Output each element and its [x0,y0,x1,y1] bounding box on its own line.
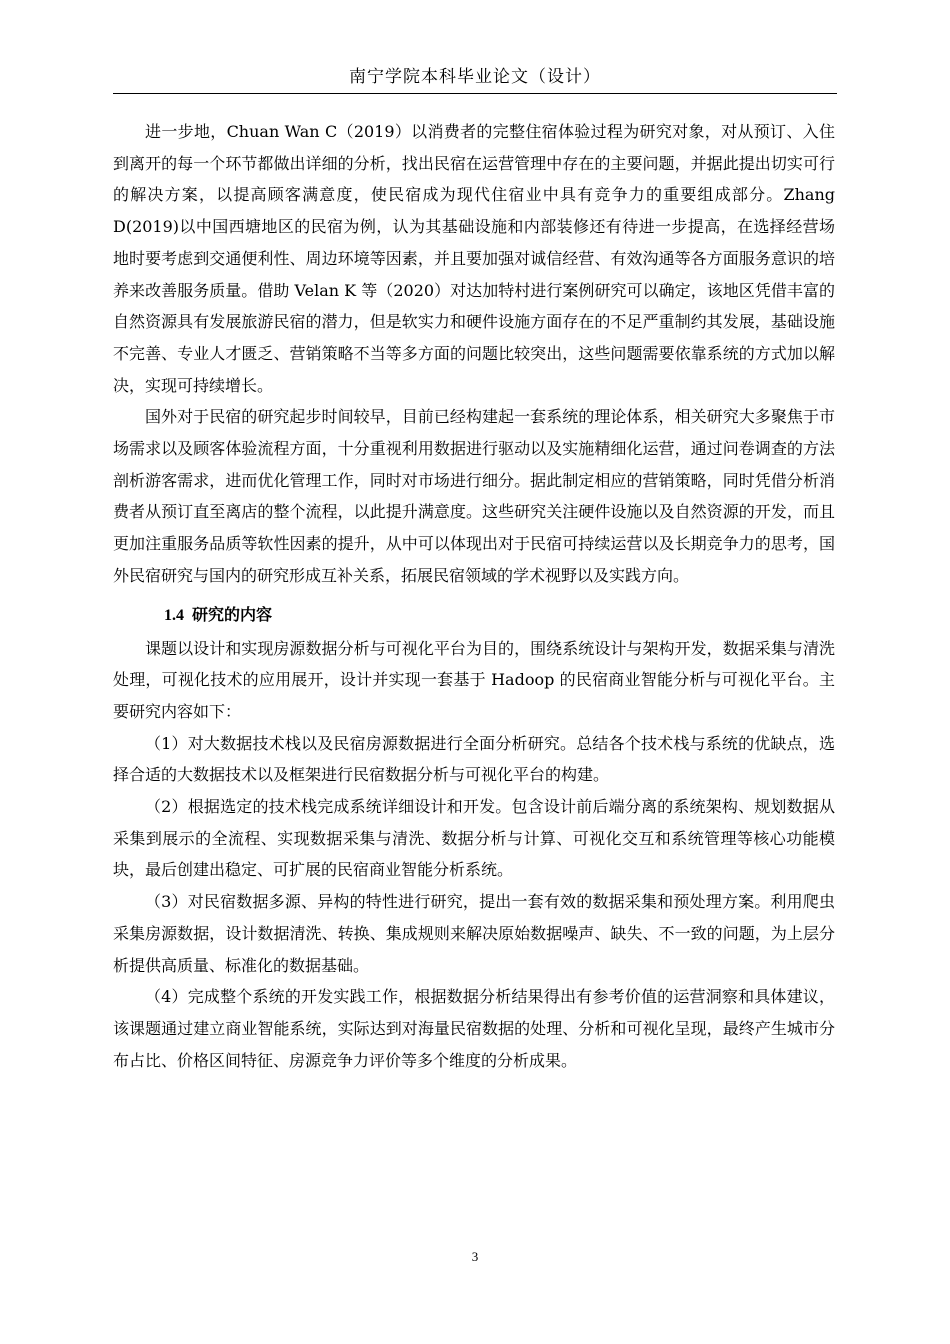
section-title: 研究的内容 [192,604,273,624]
section-number: 1.4 [164,606,184,624]
list-item: （1）对大数据技术栈以及民宿房源数据进行全面分析研究。总结各个技术栈与系统的优缺点，选择合适的大数据技术以及框架进行民宿数据分析与可视化平台的构建。 [113,733,835,785]
header-divider [113,93,837,94]
page-number: 3 [471,1249,479,1264]
document-body [113,116,835,1076]
paragraph: 进一步地，Chuan Wan C（2019）以消费者的完整住宿体验过程为研究对象，对从预订、入住到离开的每一个环节都做出详细的分析，找出民宿在运营管理中存在的主要问题，并据此提出切实可行的解决方案，以提高顾客满意度，使民宿成为现代住宿业中具有竞争力的重要组成部分。Zhang D(2019)以中国西塘地区的民宿为例，认为其基础设施和内部装修还有待进一步提高，在选择经营场地时要考虑到交通便利性、周边环境等因素，并且要加强对诚信经营、有效沟通等各方面服务意识的培养来改善服务质量。借助 Velan K 等（2020）对达加特村进行案例研究可以确定，该地区凭借丰富的自然资源具有发展旅游民宿的潜力，但是软实力和硬件设施方面存在的不足严重制约其发展，基础设施不完善、专业人才匮乏、营销策略不当等多方面的问题比较突出，这些问题需要依靠系统的方式加以解决，实现可持续增长。 [113,122,835,395]
paragraph: 国外对于民宿的研究起步时间较早，目前已经构建起一套系统的理论体系，相关研究大多聚焦于市场需求以及顾客体验流程方面，十分重视利用数据进行驱动以及实施精细化运营，通过问卷调查的方法剖析游客需求，进而优化管理工作，同时对市场进行细分。据此制定相应的营销策略，同时凭借分析消费者从预订直至离店的整个流程，以此提升满意度。这些研究关注硬件设施以及自然资源的开发，而且更加注重服务品质等软性因素的提升，从中可以体现出对于民宿可持续运营以及长期竞争力的思考，国外民宿研究与国内的研究形成互补关系，拓展民宿领域的学术视野以及实践方向。 [113,407,835,585]
page-header [113,64,837,90]
paragraph: 课题以设计和实现房源数据分析与可视化平台为目的，围绕系统设计与架构开发，数据采集与清洗处理，可视化技术的应用展开，设计并实现一套基于 Hadoop 的民宿商业智能分析与可视化平台。主要研究内容如下： [113,638,835,721]
list-item: （4）完成整个系统的开发实践工作，根据数据分析结果得出有参考价值的运营洞察和具体建议，该课题通过建立商业智能系统，实际达到对海量民宿数据的处理、分析和可视化呈现，最终产生城市分布占比、价格区间特征、房源竞争力评价等多个维度的分析成果。 [113,987,835,1070]
list-item: （3）对民宿数据多源、异构的特性进行研究，提出一套有效的数据采集和预处理方案。利用爬虫采集房源数据，设计数据清洗、转换、集成规则来解决原始数据噪声、缺失、不一致的问题，为上层分析提供高质量、标准化的数据基础。 [113,892,835,975]
list-item: （2）根据选定的技术栈完成系统详细设计和开发。包含设计前后端分离的系统架构、规划数据从采集到展示的全流程、实现数据采集与清洗、数据分析与计算、可视化交互和系统管理等核心功能模块，最后创建出稳定、可扩展的民宿商业智能分析系统。 [113,797,835,880]
section-heading [113,598,835,633]
header-title: 南宁学院本科毕业论文（设计） [349,67,601,87]
